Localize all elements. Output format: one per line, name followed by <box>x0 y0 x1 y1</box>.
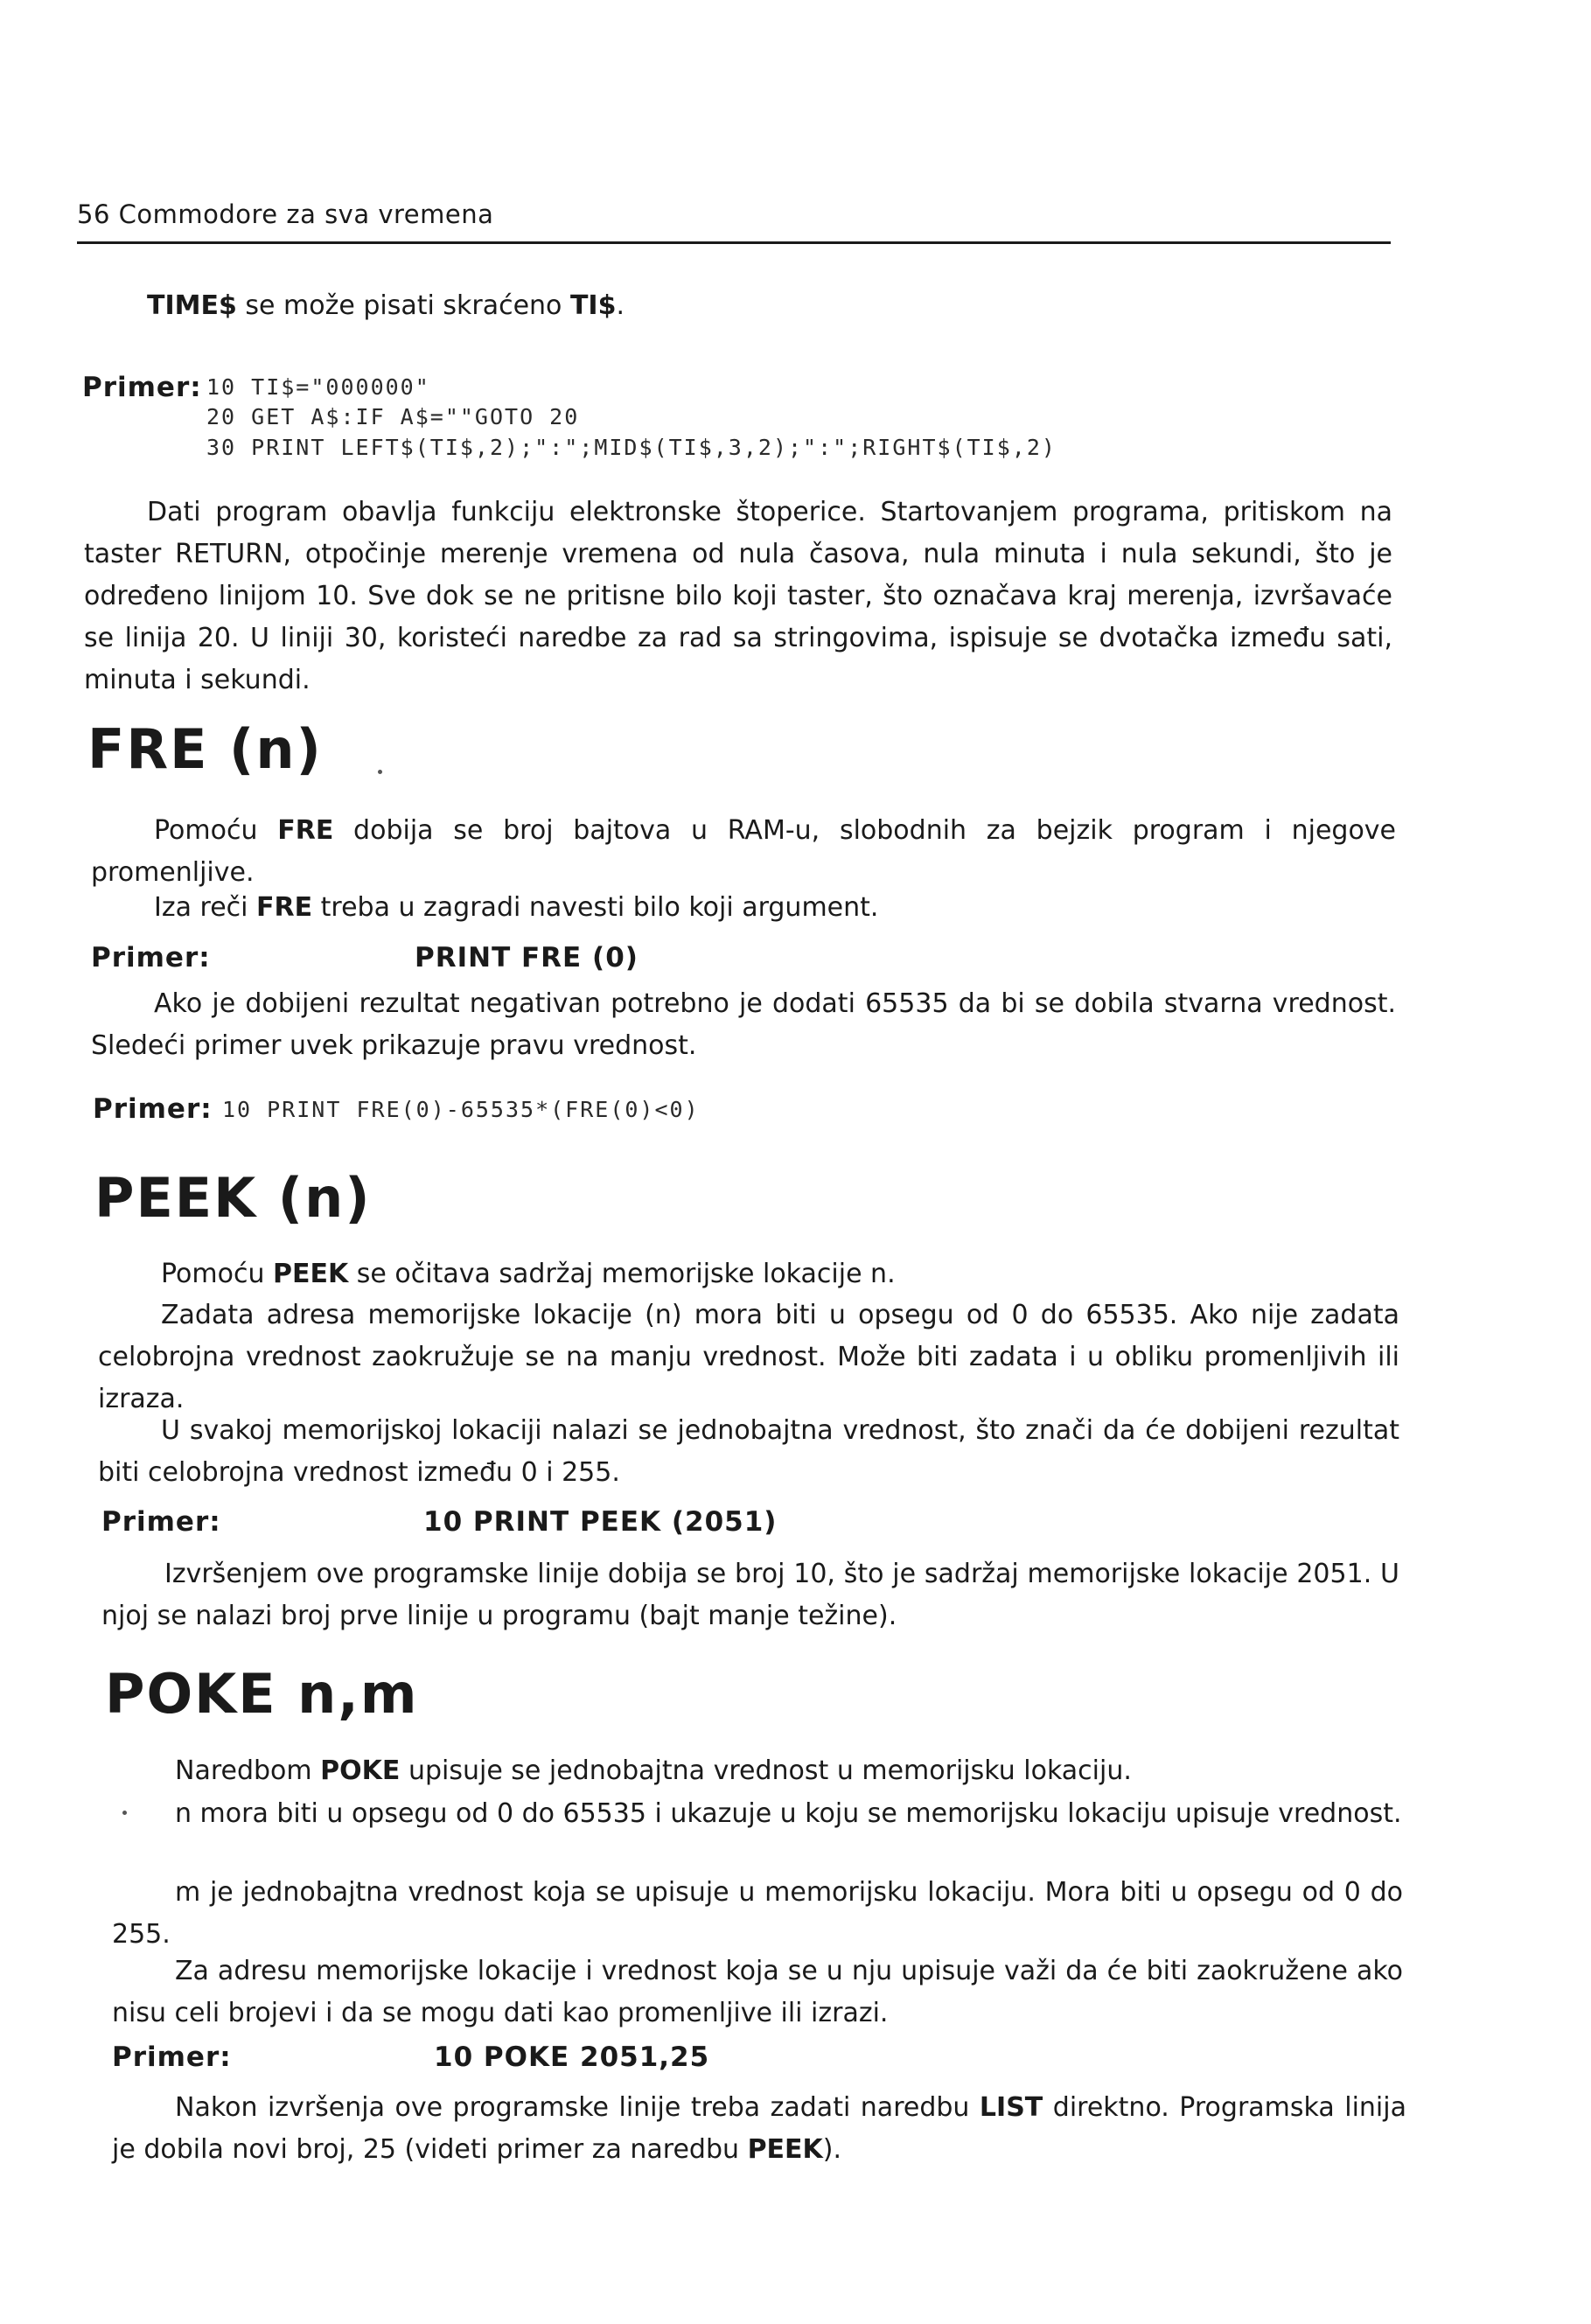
peek-paragraph-4: Izvršenjem ove programske linije dobija se broj 10, što je sadržaj memorijske lokacije 2051. U njoj se nalazi broj prve linije u programu (bajt manje težine). <box>101 1559 1399 1631</box>
peek-example-label: Primer: <box>101 1506 221 1538</box>
list-keyword: LIST <box>979 2092 1043 2123</box>
times-abbrev: TI$ <box>569 290 617 321</box>
peek-paragraph-1: Pomoću PEEK se očitava sadržaj memorijske lokacije n. <box>161 1259 896 1289</box>
page-number: 56 <box>77 199 110 229</box>
fre-keyword-2: FRE <box>256 892 313 923</box>
times-intro: TIME$ se može pisati skraćeno TI$. <box>147 290 625 321</box>
poke-paragraph-2: n mora biti u opsegu od 0 do 65535 i ukazuje u koju se memorijsku lokaciju upisuje vrednost. <box>175 1798 1402 1829</box>
fre-example-code: PRINT FRE (0) <box>415 942 638 974</box>
peek-example-code: 10 PRINT PEEK (2051) <box>423 1506 778 1538</box>
scan-speck <box>378 770 382 774</box>
book-title: Commodore za sva vremena <box>118 199 494 229</box>
header-rule <box>77 241 1391 244</box>
fre-example-label: Primer: <box>91 942 211 974</box>
poke-paragraph-1: Naredbom POKE upisuje se jednobajtna vrednost u memorijsku lokaciju. <box>175 1755 1132 1786</box>
peek-reference-keyword: PEEK <box>747 2134 823 2165</box>
poke-example-code: 10 POKE 2051,25 <box>434 2041 710 2073</box>
poke-example-label: Primer: <box>112 2041 232 2073</box>
poke-paragraph-5: Nakon izvršenja ove programske linije treba zadati naredbu LIST direktno. Programska linija je dobila novi broj, 25 (videti primer za naredbu PEEK). <box>112 2092 1406 2165</box>
times-example-label: Primer: <box>82 372 202 403</box>
poke-keyword: POKE <box>320 1755 401 1786</box>
peek-keyword: PEEK <box>273 1259 349 1289</box>
times-description: Dati program obavlja funkciju elektronske štoperice. Startovanjem programa, pritiskom na taster RETURN, otpočinje merenje vremena od nula časova, nula minuta i nula sekundi, što je određeno linijom 10. Sve dok se ne pritisne bilo koji taster, što označava kraj merenja, izvršavaće se linija 20. U liniji 30, koristeći naredbe za rad sa stringovima, ispisuje se dvotačka između sati, minuta i sekundi. <box>84 497 1392 695</box>
fre-paragraph-3: Ako je dobijeni rezultat negativan potrebno je dodati 65535 da bi se dobila stvarna vrednost. Sledeći primer uvek prikazuje pravu vrednost. <box>91 988 1396 1061</box>
poke-paragraph-4: Za adresu memorijske lokacije i vrednost koja se u nju upisuje važi da će biti zaokružene ako nisu celi brojevi i da se mogu dati kao promenljive ili izrazi. <box>112 1956 1403 2028</box>
times-code-line-1: 10 TI$="000000" <box>206 374 430 400</box>
poke-paragraph-3: m je jednobajtna vrednost koja se upisuje u memorijsku lokaciju. Mora biti u opsegu od 0 do 255. <box>112 1877 1403 1950</box>
fre-example2-label: Primer: <box>93 1093 213 1125</box>
fre-keyword: FRE <box>277 815 334 846</box>
fre-paragraph-1: Pomoću FRE dobija se broj bajtova u RAM-u, slobodnih za bejzik program i njegove promenljive. <box>91 815 1397 888</box>
peek-paragraph-2: Zadata adresa memorijske lokacije (n) mora biti u opsegu od 0 do 65535. Ako nije zadata celobrojna vrednost zaokružuje se na manju vrednost. Može biti zadata i u obliku promenljivih ili izraza. <box>98 1300 1399 1414</box>
running-header <box>77 199 493 229</box>
fre-heading: FRE (n) <box>87 717 323 781</box>
fre-example2-code: 10 PRINT FRE(0)-65535*(FRE(0)<0) <box>222 1097 700 1122</box>
times-code-line-2: 20 GET A$:IF A$=""GOTO 20 <box>206 404 580 429</box>
peek-heading: PEEK (n) <box>94 1166 372 1230</box>
times-code-line-3: 30 PRINT LEFT$(TI$,2);":";MID$(TI$,3,2);":";RIGHT$(TI$,2) <box>206 435 1057 460</box>
peek-paragraph-3: U svakoj memorijskoj lokaciji nalazi se jednobajtna vrednost, što znači da će dobijeni rezultat biti celobrojna vrednost između 0 i 255. <box>98 1415 1399 1488</box>
times-keyword: TIME$ <box>147 290 237 321</box>
poke-heading: POKE n,m <box>105 1662 419 1726</box>
fre-paragraph-2: Iza reči FRE treba u zagradi navesti bilo koji argument. <box>154 892 879 923</box>
